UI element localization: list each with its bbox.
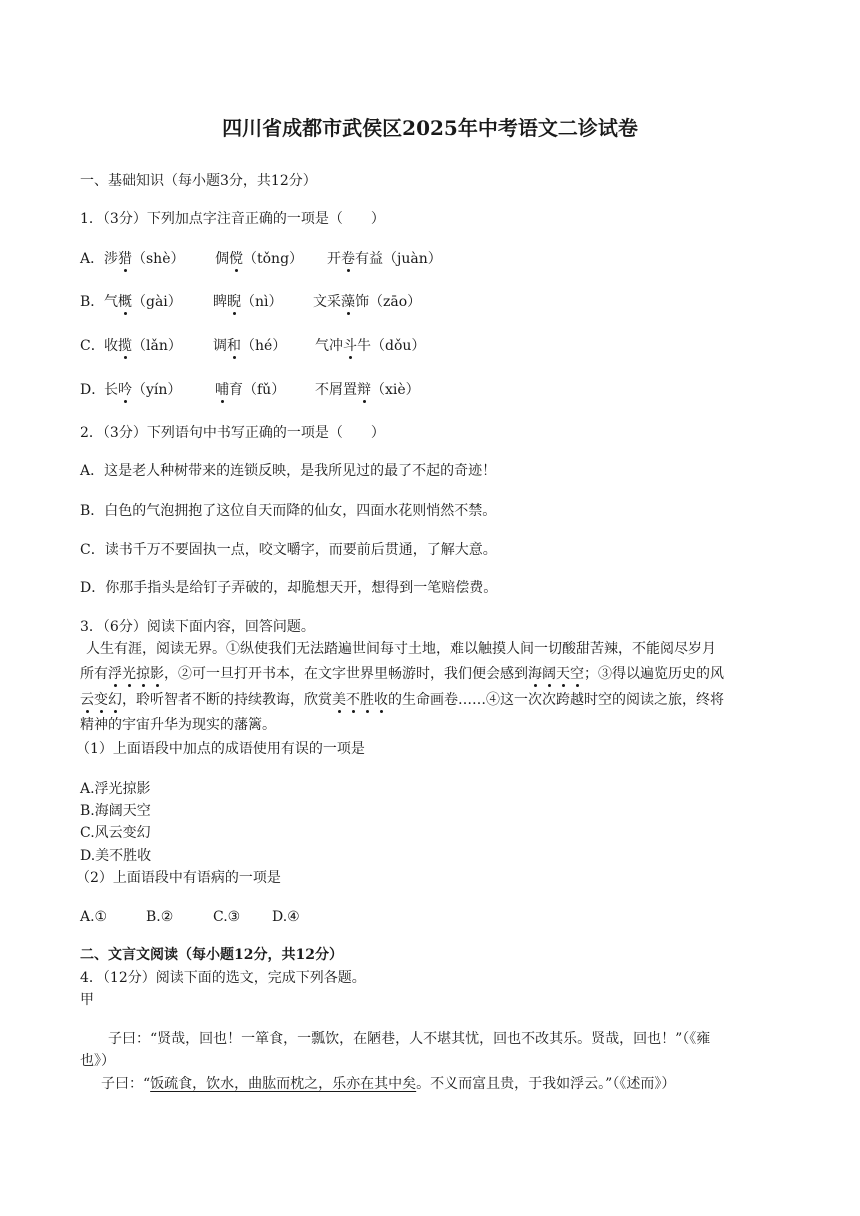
sub-1-option-b: B.海阔天空 (80, 803, 151, 819)
option-label: C． (80, 338, 105, 354)
passage-line (80, 664, 724, 684)
text: （lǎn） (132, 338, 182, 354)
question-3-stem: 3．（6分）阅读下面内容，回答问题。 (80, 619, 315, 635)
text: 有益（juàn） (355, 251, 442, 267)
text: 牛（dǒu） (357, 338, 426, 354)
passage-line: 精神的宇宙升华为现实的藩篱。 (80, 717, 276, 733)
text: 收 (104, 338, 118, 354)
passage-line (80, 690, 724, 710)
text: （hé） (241, 338, 287, 354)
option-label: B． (80, 294, 105, 310)
question-3-sub-1: （1）上面语段中加点的成语使用有误的一项是 (76, 741, 365, 757)
text: （tǒng） (243, 251, 304, 267)
text: （xiè） (371, 382, 420, 398)
section-heading-basic: 一、基础知识（每小题3分，共12分） (80, 173, 317, 189)
dotted-char: 光 (122, 666, 136, 682)
dotted-char: 掠 (136, 666, 150, 682)
dotted-char: 不 (346, 692, 360, 708)
question-2-option-d: D．你那手指头是给钉子弄破的，却脆想天开，想得到一笔赔偿费。 (80, 580, 498, 596)
text: 饰（zāo） (355, 294, 422, 310)
text: 气冲 (315, 338, 343, 354)
option-label: A． (80, 251, 105, 267)
text: 涉 (104, 251, 118, 267)
option-item (213, 336, 286, 356)
dotted-char: 天 (556, 666, 570, 682)
dotted-idiom (80, 692, 122, 708)
dotted-char: 斗 (343, 338, 357, 354)
question-2-option-c: C．读书千万不要固执一点，咬文嚼字，而要前后贯通，了解大意。 (80, 542, 497, 558)
text: 的生命画卷……④这一次次跨越时空的阅读之旅，终将 (388, 692, 724, 708)
classical-passage-line: 也》） (80, 1053, 115, 1069)
dotted-char: 变 (94, 692, 108, 708)
text: ，②可一旦打开书本，在文字世界里畅游时，我们便会感到 (164, 666, 528, 682)
dotted-char: 卷 (341, 251, 355, 267)
dotted-char: 空 (570, 666, 584, 682)
dotted-char: 猎 (118, 251, 132, 267)
dotted-char: 胜 (360, 692, 374, 708)
text: 气 (104, 294, 118, 310)
question-4-stem: 4．（12分）阅读下面的选文，完成下列各题。 (80, 970, 366, 986)
dotted-idiom (332, 692, 388, 708)
text: ；③得以遍览历史的风 (584, 666, 724, 682)
option-item (104, 249, 185, 269)
question-2-option-b: B．白色的气泡拥抱了这位自天而降的仙女，四面水花则悄然不禁。 (80, 503, 497, 519)
text: 睥 (213, 294, 227, 310)
dotted-char: 美 (332, 692, 346, 708)
dotted-char: 哺 (215, 382, 229, 398)
dotted-char: 海 (528, 666, 542, 682)
option-item (327, 249, 442, 269)
text: 子曰：“ (101, 1076, 151, 1092)
sub-1-option-d: D.美不胜收 (80, 848, 152, 864)
sub-1-option-c: C.风云变幻 (80, 825, 151, 841)
text: 长 (104, 382, 118, 398)
option-item (315, 380, 420, 400)
dotted-char: 傥 (229, 251, 243, 267)
dotted-char: 阔 (542, 666, 556, 682)
text: ，聆听智者不断的持续教诲，欣赏 (122, 692, 332, 708)
text: 文采 (313, 294, 341, 310)
dotted-idiom (108, 666, 164, 682)
sub-2-option-b: B.② (146, 909, 174, 925)
sub-2-option-a: A.① (80, 909, 108, 925)
underlined-sentence: 饭疏食，饮水，曲肱而枕之，乐亦在其中矣 (150, 1076, 417, 1092)
dotted-char: 收 (374, 692, 388, 708)
dotted-char: 影 (150, 666, 164, 682)
text: 倜 (215, 251, 229, 267)
classical-passage-line: 子曰：“贤哉，回也！一箪食，一瓢饮，在陋巷，人不堪其忧，回也不改其乐。贤哉，回也！”（《雍 (108, 1031, 711, 1047)
text: 开 (327, 251, 341, 267)
dotted-char: 睨 (227, 294, 241, 310)
text: （shè） (132, 251, 185, 267)
option-item (315, 336, 425, 356)
option-label: D． (80, 382, 106, 398)
option-item (313, 292, 421, 312)
text: 不屑置 (315, 382, 357, 398)
dotted-char: 幻 (108, 692, 122, 708)
dotted-char: 浮 (108, 666, 122, 682)
passage-line: 人生有涯，阅读无界。①纵使我们无法踏遍世间每寸土地，难以触摸人间一切酸甜苦辣，不能阅尽岁月 (86, 641, 716, 657)
text: （gài） (132, 294, 182, 310)
page-title: 四川省成都市武侯区2025年中考语文二诊试卷 (222, 116, 638, 140)
question-2-stem: 2．（3分）下列语句中书写正确的一项是（ ） (80, 425, 385, 441)
dotted-char: 藻 (341, 294, 355, 310)
dotted-char: 揽 (118, 338, 132, 354)
dotted-char: 吟 (118, 382, 132, 398)
text: 所有 (80, 666, 108, 682)
option-item (215, 380, 285, 400)
text: 调 (213, 338, 227, 354)
passage-label: 甲 (80, 992, 94, 1008)
dotted-char: 云 (80, 692, 94, 708)
text: （nì） (241, 294, 283, 310)
text: （yín） (132, 382, 182, 398)
question-1-stem: 1．（3分）下列加点字注音正确的一项是（ ） (80, 211, 385, 227)
classical-passage-line (101, 1074, 675, 1094)
sub-1-option-a: A.浮光掠影 (80, 781, 151, 797)
sub-2-option-d: D.④ (272, 909, 300, 925)
dotted-char: 辩 (357, 382, 371, 398)
option-item (104, 292, 182, 312)
question-3-sub-2: （2）上面语段中有语病的一项是 (76, 870, 281, 886)
dotted-char: 和 (227, 338, 241, 354)
option-item (104, 380, 181, 400)
text: 育（fǔ） (229, 382, 286, 398)
dotted-idiom (528, 666, 584, 682)
section-heading-classical: 二、文言文阅读（每小题12分，共12分） (80, 947, 343, 963)
option-item (215, 249, 303, 269)
sub-2-option-c: C.③ (213, 909, 241, 925)
option-item (104, 336, 182, 356)
option-item (213, 292, 283, 312)
question-2-option-a: A．这是老人种树带来的连锁反映，是我所见过的最了不起的奇迹！ (80, 463, 497, 479)
dotted-char: 概 (118, 294, 132, 310)
text: 。不义而富且贵，于我如浮云。”（《述而》） (416, 1076, 676, 1092)
